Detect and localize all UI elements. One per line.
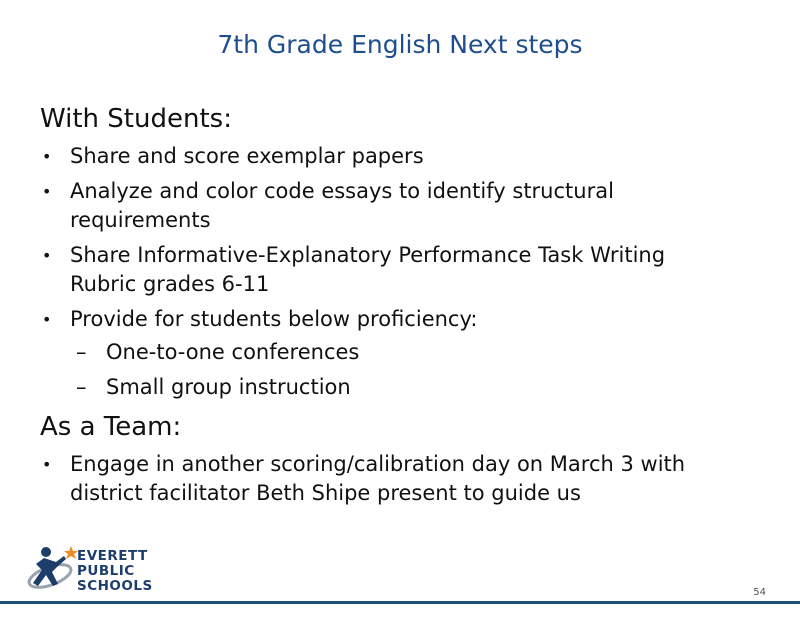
bullet-item (40, 177, 720, 235)
logo-line: EVERETT (77, 548, 148, 564)
logo-wordmark (77, 549, 153, 594)
logo-line: PUBLIC (77, 563, 135, 579)
bullet-text: Provide for students below proficiency: (70, 307, 478, 331)
bullet-item (40, 241, 720, 299)
team-bullet-list (40, 450, 760, 508)
bullet-text: Share and score exemplar papers (70, 144, 424, 168)
bullet-text: Share Informative-Explanatory Performance Task Writing Rubric grades 6-11 (70, 243, 666, 296)
dash-icon: – (76, 340, 87, 364)
page-number: 54 (753, 587, 766, 598)
sub-bullet-list (70, 338, 720, 402)
bullet-icon: • (42, 310, 52, 329)
sub-bullet-item (70, 373, 720, 402)
logo-line: SCHOOLS (77, 578, 153, 594)
bullet-text: Engage in another scoring/calibration day on March 3 with district facilitator Beth Shipe present to guide us (70, 452, 686, 505)
bullet-icon: • (42, 182, 52, 201)
slide-title: 7th Grade English Next steps (217, 30, 583, 59)
sub-bullet-text: Small group instruction (106, 375, 351, 399)
section-heading-team: As a Team: (40, 412, 182, 442)
sub-bullet-text: One-to-one conferences (106, 340, 360, 364)
bullet-item (40, 305, 720, 402)
bullet-item (40, 142, 720, 171)
bullet-icon: • (42, 147, 52, 166)
bullet-item (40, 450, 720, 508)
bullet-icon: • (42, 455, 52, 474)
students-bullet-list (40, 142, 760, 402)
bullet-text: Analyze and color code essays to identify structural requirements (70, 179, 614, 232)
section-heading-students: With Students: (40, 104, 232, 134)
sub-bullet-item (70, 338, 720, 367)
footer-divider (0, 601, 800, 604)
slide-content (40, 104, 760, 514)
bullet-icon: • (42, 246, 52, 265)
dash-icon: – (76, 375, 87, 399)
